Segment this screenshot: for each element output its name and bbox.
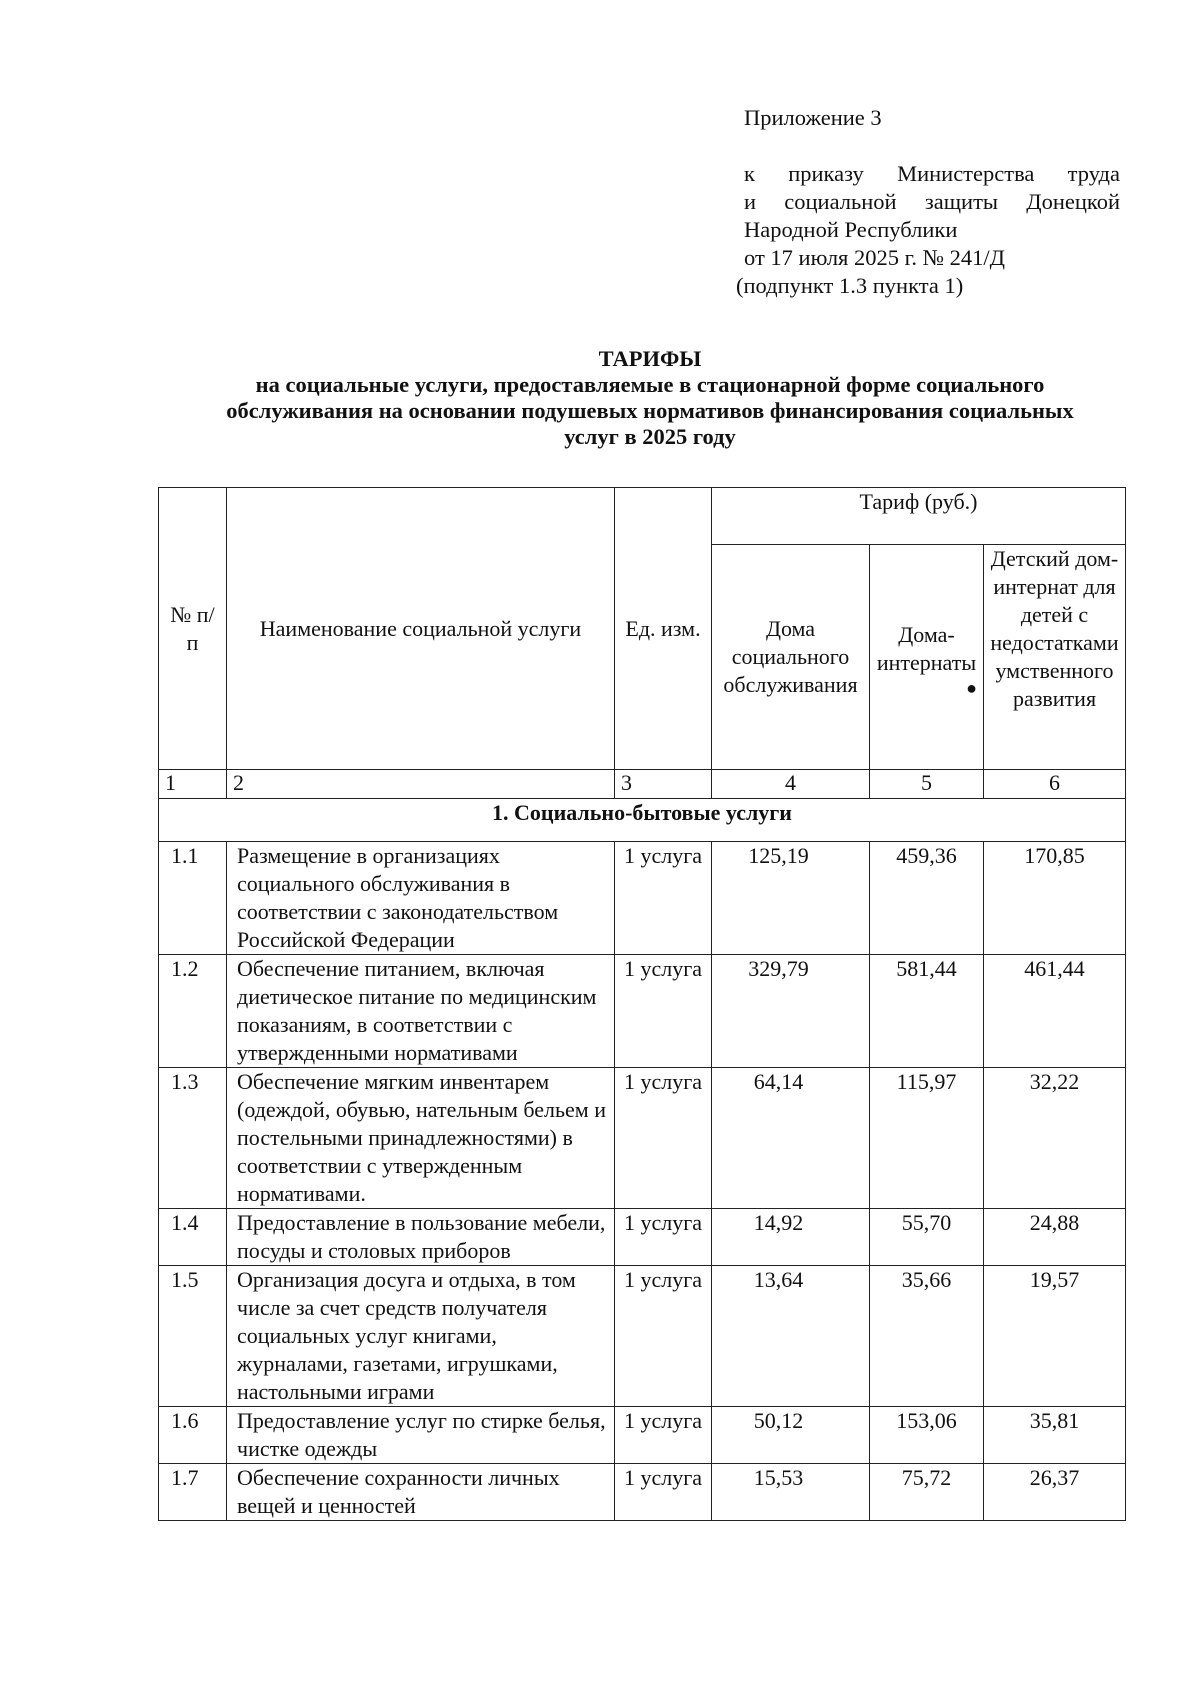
row-unit: 1 услуга [615, 1464, 712, 1521]
header-col5 [870, 545, 984, 770]
row-tariff-col6: 19,57 [984, 1266, 1126, 1407]
row-name: Обеспечение питанием, включая диетическое питание по медицинским показаниям, в соответствии с утвержденными нормативами [227, 955, 615, 1068]
header-tariff: Тариф (руб.) [712, 488, 1126, 545]
row-tariff-col6: 35,81 [984, 1407, 1126, 1464]
appendix-order-line1: к приказу Министерства труда [744, 161, 1120, 186]
header-col6: Детский дом-интернат для детей с недостатками умственного развития [984, 545, 1126, 770]
row-unit: 1 услуга [615, 1266, 712, 1407]
row-unit: 1 услуга [615, 1209, 712, 1266]
row-unit: 1 услуга [615, 1407, 712, 1464]
title-line-1: на социальные услуги, предоставляемые в стационарной форме социального [255, 372, 1045, 397]
section-row [159, 799, 1126, 842]
row-tariff-col5: 35,66 [870, 1266, 984, 1407]
colnum-2: 2 [227, 770, 615, 799]
row-tariff-col6: 24,88 [984, 1209, 1126, 1266]
row-num: 1.1 [159, 842, 227, 955]
row-num: 1.4 [159, 1209, 227, 1266]
row-tariff-col5: 75,72 [870, 1464, 984, 1521]
row-tariff-col5: 115,97 [870, 1068, 984, 1209]
row-tariff-col4: 14,92 [712, 1209, 870, 1266]
row-tariff-col4: 13,64 [712, 1266, 870, 1407]
appendix-order-line3: Народной Республики [744, 217, 958, 242]
title-line-2: обслуживания на основании подушевых нормативов финансирования социальных [226, 398, 1074, 423]
colnum-5: 5 [870, 770, 984, 799]
row-tariff-col5: 153,06 [870, 1407, 984, 1464]
appendix-block [736, 104, 1120, 300]
row-tariff-col6: 170,85 [984, 842, 1126, 955]
column-numbers-row [159, 770, 1126, 799]
table-row [159, 842, 1126, 955]
row-tariff-col5: 55,70 [870, 1209, 984, 1266]
row-tariff-col4: 50,12 [712, 1407, 870, 1464]
table-row [159, 1464, 1126, 1521]
table-row [159, 1068, 1126, 1209]
row-tariff-col4: 125,19 [712, 842, 870, 955]
row-tariff-col6: 461,44 [984, 955, 1126, 1068]
row-num: 1.7 [159, 1464, 227, 1521]
title-line-3: услуг в 2025 году [564, 424, 736, 449]
row-name: Обеспечение сохранности личных вещей и ценностей [227, 1464, 615, 1521]
title-main: ТАРИФЫ [598, 346, 702, 371]
row-unit: 1 услуга [615, 1068, 712, 1209]
row-name: Предоставление в пользование мебели, посуды и столовых приборов [227, 1209, 615, 1266]
header-col5-text: Дома-интернаты [876, 622, 977, 675]
row-num: 1.2 [159, 955, 227, 1068]
table-header-row [159, 488, 1126, 545]
row-tariff-col5: 581,44 [870, 955, 984, 1068]
row-tariff-col4: 15,53 [712, 1464, 870, 1521]
header-name: Наименование социальной услуги [227, 488, 615, 770]
colnum-3: 3 [615, 770, 712, 799]
appendix-order-line2: и социальной защиты Донецкой [744, 189, 1120, 214]
colnum-1: 1 [159, 770, 227, 799]
colnum-6: 6 [984, 770, 1126, 799]
tariffs-table [158, 487, 1126, 1521]
colnum-4: 4 [712, 770, 870, 799]
table-row [159, 1407, 1126, 1464]
bullet-mark: ● [966, 678, 977, 698]
appendix-number: Приложение 3 [744, 105, 882, 130]
row-tariff-col5: 459,36 [870, 842, 984, 955]
row-tariff-col4: 64,14 [712, 1068, 870, 1209]
header-num: № п/п [159, 488, 227, 770]
row-name: Организация досуга и отдыха, в том числе за счет средств получателя социальных услуг книгами, журналами, газетами, игрушками, настольными играми [227, 1266, 615, 1407]
row-tariff-col6: 32,22 [984, 1068, 1126, 1209]
row-unit: 1 услуга [615, 842, 712, 955]
header-col4: Дома социального обслуживания [712, 545, 870, 770]
document-title [160, 346, 1140, 450]
table-row [159, 1209, 1126, 1266]
table-row [159, 955, 1126, 1068]
appendix-order-date: от 17 июля 2025 г. № 241/Д [744, 245, 1006, 270]
row-tariff-col6: 26,37 [984, 1464, 1126, 1521]
row-name: Предоставление услуг по стирке белья, чистке одежды [227, 1407, 615, 1464]
row-num: 1.5 [159, 1266, 227, 1407]
row-unit: 1 услуга [615, 955, 712, 1068]
row-name: Обеспечение мягким инвентарем (одеждой, обувью, нательным бельем и постельными принадлежностями) в соответствии с утвержденным нормативами. [227, 1068, 615, 1209]
section-title: 1. Социально-бытовые услуги [159, 799, 1126, 842]
header-unit: Ед. изм. [615, 488, 712, 770]
row-num: 1.6 [159, 1407, 227, 1464]
table-row [159, 1266, 1126, 1407]
row-num: 1.3 [159, 1068, 227, 1209]
appendix-subclause: (подпункт 1.3 пункта 1) [736, 273, 964, 298]
row-name: Размещение в организациях социального обслуживания в соответствии с законодательством Российской Федерации [227, 842, 615, 955]
row-tariff-col4: 329,79 [712, 955, 870, 1068]
